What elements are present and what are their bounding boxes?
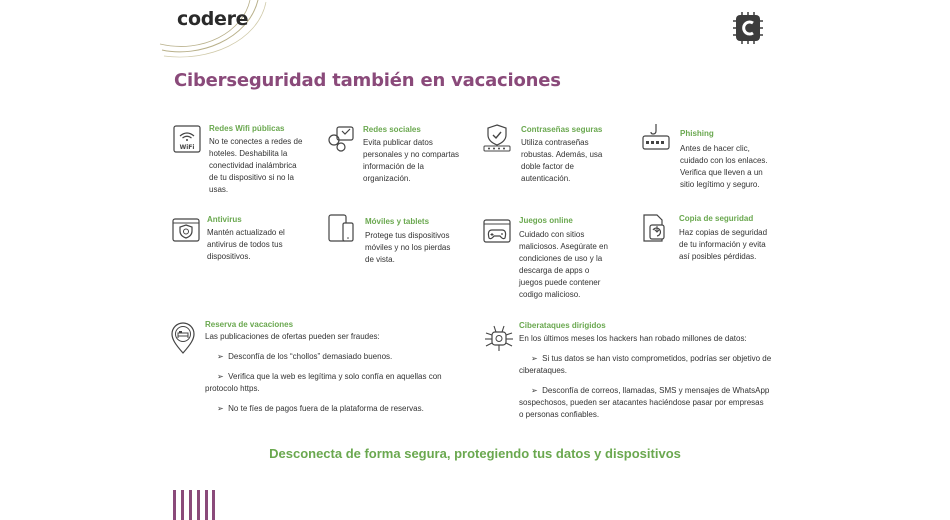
item-body-backup: Haz copias de seguridad de tu información y evita así posibles pérdidas.: [679, 228, 768, 261]
ataques-title: Ciberataques dirigidos: [519, 321, 606, 330]
item-title-games: Juegos online: [519, 216, 573, 225]
footer-slogan: Desconecta de forma segura, protegiendo tus datos y dispositivos: [269, 446, 681, 461]
vacaciones-bullet: ➢ Verifica que la web es legítima y solo confía en aquellas con protocolo https.: [205, 372, 442, 393]
social-media-icon: [327, 125, 355, 153]
item-body-phishing: Antes de hacer clic, cuidado con los enlaces. Verifica que lleven a un sitio legítimo y seguro.: [680, 144, 768, 189]
item-body-social: Evita publicar datos personales y no compartas información de la organización.: [363, 138, 460, 183]
item-title-password: Contraseñas seguras: [521, 125, 603, 134]
item-body-games: Cuidado con sitios maliciosos. Asegúrate en condiciones de uso y la descarga de apps o juegos puede contener codigo malicioso.: [519, 230, 608, 299]
vacaciones-content: [205, 331, 465, 415]
item-body-antivirus: Mantén actualizado el antivirus de todos tus dispositivos.: [207, 228, 285, 261]
item-title-mobile: Móviles y tablets: [365, 217, 430, 226]
ataques-bullet: ➢ Si tus datos se han visto comprometidos, podrías ser objetivo de ciberataques.: [519, 354, 772, 375]
item-body-wifi: No te conectes a redes de hoteles. Deshabilita la conectividad inalámbrica de tu dispositivo si no la usas.: [209, 137, 303, 194]
virus-bug-icon: [484, 323, 514, 353]
item-title-antivirus: Antivirus: [207, 215, 242, 224]
svg-text:WiFi: WiFi: [179, 144, 195, 151]
antivirus-icon: [172, 216, 200, 244]
item-title-phishing: Phishing: [680, 129, 714, 138]
ataques-content: [519, 333, 789, 421]
decorative-bars: [172, 490, 216, 520]
codere-logo: codere: [177, 8, 249, 30]
page-title: Ciberseguridad también en vacaciones: [174, 70, 561, 91]
chip-icon: [733, 12, 763, 44]
password-shield-icon: [483, 124, 511, 152]
backup-icon: [641, 214, 669, 242]
item-title-social: Redes sociales: [363, 125, 421, 134]
item-title-backup: Copia de seguridad: [679, 214, 754, 223]
ataques-bullet: ➢ Desconfía de correos, llamadas, SMS y mensajes de WhatsApp sospechosos, pueden ser atacantes haciéndose pasar por empresas o personas confiables.: [519, 386, 770, 419]
item-body-password: Utiliza contraseñas robustas. Además, usa doble factor de autenticación.: [521, 138, 603, 183]
ataques-intro: En los últimos meses los hackers han robado millones de datos:: [519, 334, 747, 343]
item-title-wifi: Redes Wifi públicas: [209, 124, 285, 133]
mobile-tablet-icon: [327, 214, 355, 242]
gamepad-icon: [483, 218, 511, 246]
vacaciones-intro: Las publicaciones de ofertas pueden ser fraudes:: [205, 332, 380, 341]
vacaciones-bullet: ➢ No te fíes de pagos fuera de la plataforma de reservas.: [217, 404, 424, 413]
vacaciones-bullet: ➢ Desconfía de los “chollos” demasiado buenos.: [217, 352, 393, 361]
wifi-icon: [173, 125, 201, 153]
item-body-mobile: Protege tus dispositivos móviles y no los pierdas de vista.: [365, 231, 451, 264]
vacaciones-title: Reserva de vacaciones: [205, 320, 294, 329]
phishing-icon: [642, 123, 670, 151]
location-bed-icon: [170, 322, 196, 354]
